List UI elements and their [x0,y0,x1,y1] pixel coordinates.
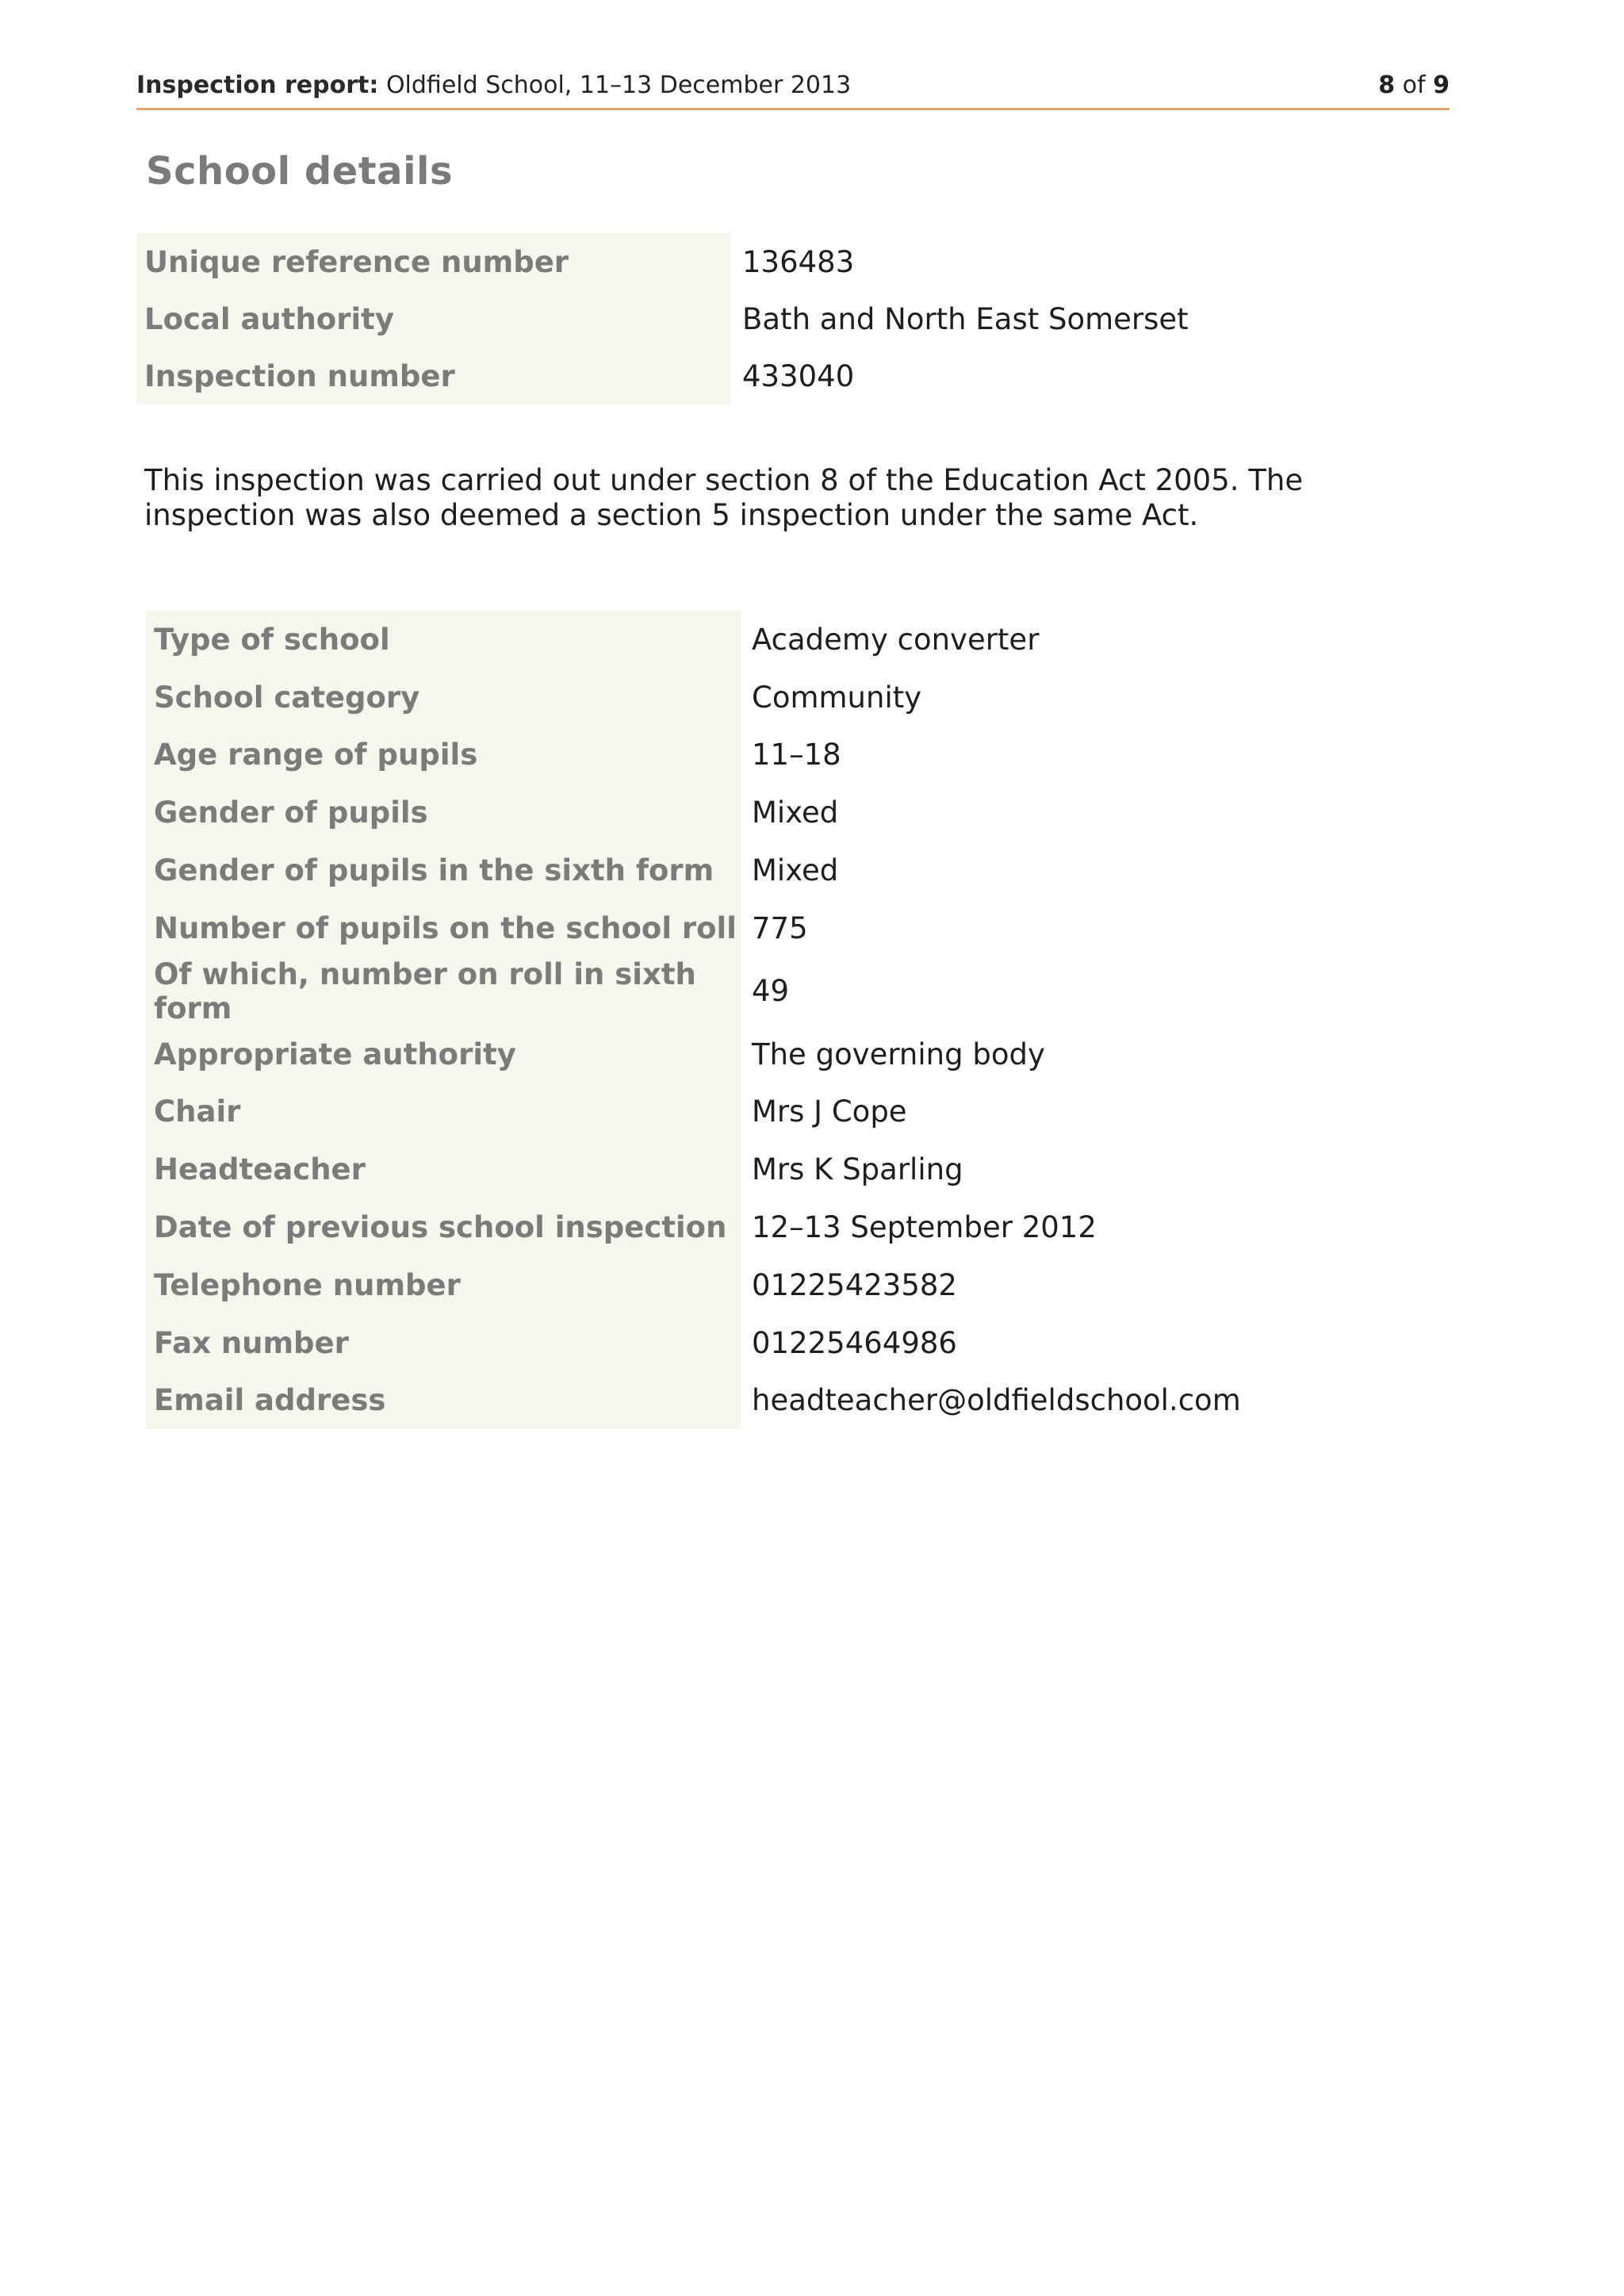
school-details-table [146,611,1241,1429]
table-row [146,784,1241,841]
table-row [146,841,1241,899]
row-key: Telephone number [146,1256,741,1314]
table-row [136,290,1189,347]
row-key: Fax number [146,1314,741,1372]
row-value: 49 [752,974,790,1009]
row-key: Inspection number [136,347,731,404]
inspection-note: This inspection was carried out under section 8 of the Education Act 2005. The inspection was also deemed a section 5 inspection under the same Act. [144,463,1304,532]
table-row [136,347,1189,404]
row-value: Mrs J Cope [752,1094,907,1129]
table-row [146,611,1241,669]
table-row [146,1372,1241,1430]
row-key: Gender of pupils in the sixth form [146,841,741,899]
row-value: Mixed [752,853,839,888]
table-row [136,233,1189,290]
email-value: headteacher@oldfieldschool.com [752,1383,1241,1418]
table-row [146,1083,1241,1141]
row-value: 11–18 [752,738,841,772]
row-value: 01225423582 [752,1267,957,1302]
row-value: 433040 [742,358,855,393]
row-key: Of which, number on roll in sixth form [146,957,741,1025]
page-header [136,68,1450,103]
table-row [146,1140,1241,1198]
row-value: Academy converter [752,622,1040,657]
table-row [146,1256,1241,1314]
report-title: Oldfield School, 11–13 December 2013 [385,71,852,99]
row-value: The governing body [752,1037,1045,1071]
identifiers-table [136,233,1189,404]
table-row [146,669,1241,726]
page-total: 9 [1433,71,1450,99]
row-key: Headteacher [146,1140,741,1198]
row-key: Unique reference number [136,233,731,290]
page-of: of [1402,71,1426,99]
report-label: Inspection report: [136,71,379,99]
section-title: School details [146,149,454,194]
table-row [146,1198,1241,1256]
row-value: Community [752,680,922,715]
header-divider [136,108,1450,110]
row-key: School category [146,669,741,726]
page-current: 8 [1378,71,1396,99]
row-key: Local authority [136,290,731,347]
row-key: Chair [146,1083,741,1141]
table-row [146,899,1241,957]
row-key: Date of previous school inspection [146,1198,741,1256]
row-key: Type of school [146,611,741,669]
row-value: 01225464986 [752,1325,957,1360]
table-row [146,957,1241,1025]
row-value: Mrs K Sparling [752,1152,963,1187]
row-key: Appropriate authority [146,1025,741,1083]
page-number [1378,68,1450,103]
table-row [146,1314,1241,1372]
row-key: Email address [146,1372,741,1430]
row-value: Bath and North East Somerset [742,301,1189,336]
table-row [146,726,1241,784]
row-value: Mixed [752,795,839,830]
row-value: 136483 [742,244,855,279]
row-value: 775 [752,910,808,945]
row-key: Gender of pupils [146,784,741,841]
table-row [146,1025,1241,1083]
row-key: Number of pupils on the school roll [146,899,741,957]
row-value: 12–13 September 2012 [752,1210,1097,1245]
row-key: Age range of pupils [146,726,741,784]
